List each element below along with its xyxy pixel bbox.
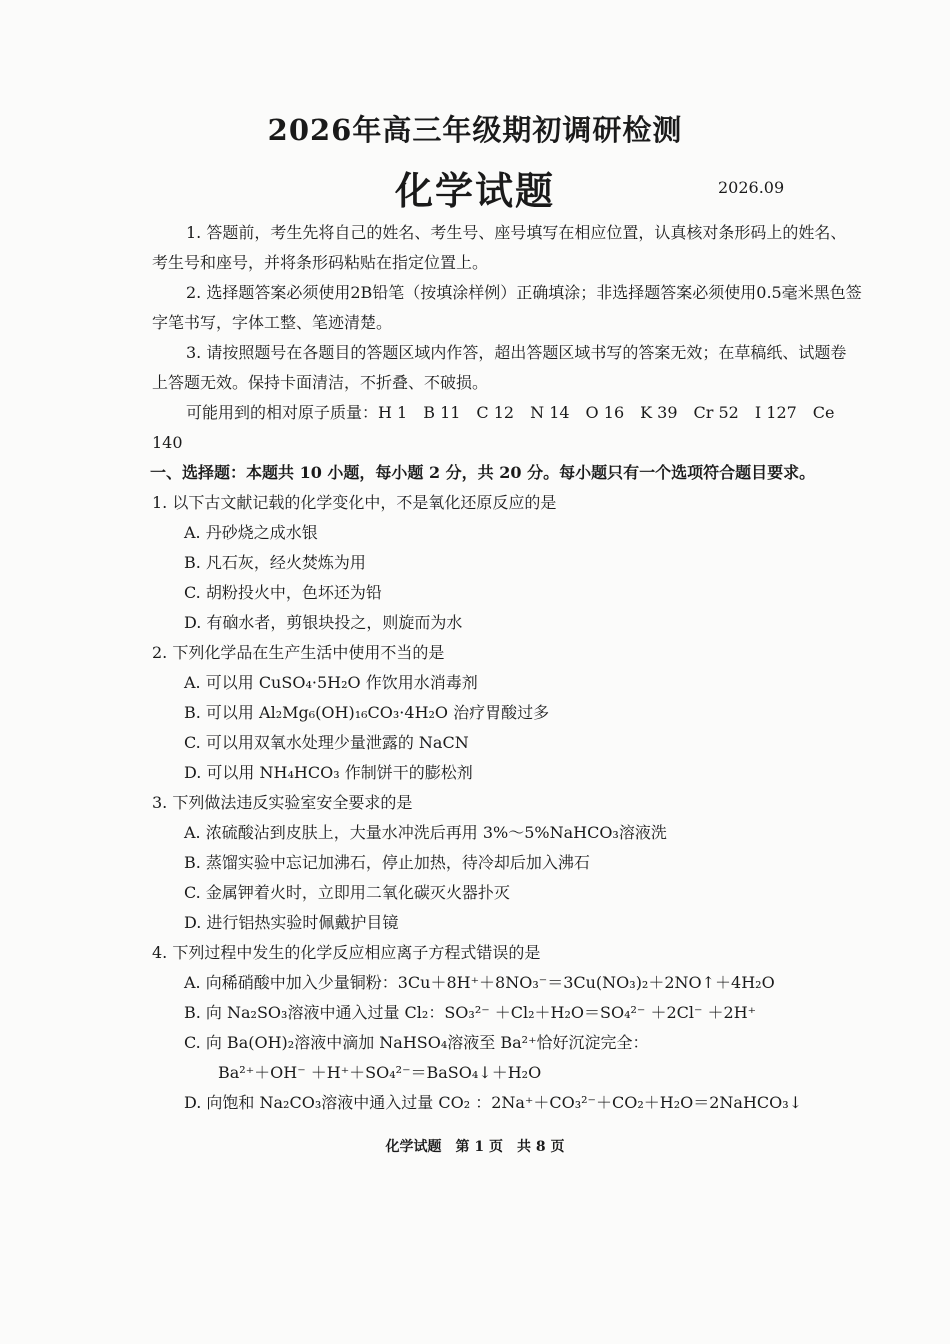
instruction-2: 2. 选择题答案必须使用2B铅笔（按填涂样例）正确填涂；非选择题答案必须使用0.5毫米黑色签字笔书写，字体工整、笔迹清楚。 [152,283,862,332]
question-1-option-b: B. 凡石灰，经火焚炼为用 [184,553,366,572]
question-4-option-d: D. 向饱和 Na₂CO₃溶液中通入过量 CO₂ ：2Na⁺＋CO₃²⁻＋CO₂＋H₂O＝2NaHCO₃↓ [184,1093,803,1112]
question-1-option-a: A. 丹砂烧之成水银 [184,523,318,542]
question-3-option-c: C. 金属钾着火时，立即用二氧化碳灭火器扑灭 [184,883,510,902]
question-4-option-c-equation: Ba²⁺＋OH⁻ ＋H⁺＋SO₄²⁻＝BaSO₄↓＋H₂O [218,1063,542,1082]
question-3-option-b: B. 蒸馏实验中忘记加沸石，停止加热，待冷却后加入沸石 [184,853,590,872]
question-2-option-b: B. 可以用 Al₂Mg₆(OH)₁₆CO₃·4H₂O 治疗胃酸过多 [184,703,550,722]
question-1-stem: 1. 以下古文献记载的化学变化中，不是氧化还原反应的是 [152,493,557,512]
question-3-option-d: D. 进行铝热实验时佩戴护目镜 [184,913,399,932]
question-3-option-a: A. 浓硫酸沾到皮肤上，大量水冲洗后再用 3%～5%NaHCO₃溶液洗 [184,823,667,842]
exam-date: 2026.09 [718,178,785,197]
exam-title: 2026年高三年级期初调研检测 [267,113,683,147]
question-4-option-a: A. 向稀硝酸中加入少量铜粉：3Cu＋8H⁺＋8NO₃⁻＝3Cu(NO₃)₂＋2NO↑＋4H₂O [184,973,775,992]
atomic-masses: 可能用到的相对原子质量：H 1 B 11 C 12 N 14 O 16 K 39 Cr 52 I 127 Ce 140 [152,403,835,452]
exam-body [152,218,862,1118]
page-footer: 化学试题 第 1 页 共 8 页 [385,1139,565,1155]
question-2-option-a: A. 可以用 CuSO₄·5H₂O 作饮用水消毒剂 [184,673,478,692]
section-heading: 一、选择题：本题共 10 小题，每小题 2 分，共 20 分。每小题只有一个选项符合题目要求。 [150,463,816,482]
question-1-option-d: D. 有硇水者，剪银块投之，则旋而为水 [184,613,463,632]
exam-subject: 化学试题 [394,168,555,213]
question-2-option-d: D. 可以用 NH₄HCO₃ 作制饼干的膨松剂 [184,763,473,782]
question-4-stem: 4. 下列过程中发生的化学反应相应离子方程式错误的是 [152,943,541,962]
question-2-stem: 2. 下列化学品在生产生活中使用不当的是 [152,643,445,662]
question-3-stem: 3. 下列做法违反实验室安全要求的是 [152,793,413,812]
instruction-3: 3. 请按照题号在各题目的答题区域内作答，超出答题区域书写的答案无效；在草稿纸、试题卷上答题无效。保持卡面清洁，不折叠、不破损。 [152,343,847,392]
question-2-option-c: C. 可以用双氧水处理少量泄露的 NaCN [184,733,469,752]
question-4-option-c: C. 向 Ba(OH)₂溶液中滴加 NaHSO₄溶液至 Ba²⁺恰好沉淀完全： [184,1033,649,1052]
question-1-option-c: C. 胡粉投火中，色坏还为铅 [184,583,382,602]
instruction-1: 1. 答题前，考生先将自己的姓名、考生号、座号填写在相应位置，认真核对条形码上的姓名、考生号和座号，并将条形码粘贴在指定位置上。 [152,223,847,272]
question-4-option-b: B. 向 Na₂SO₃溶液中通入过量 Cl₂：SO₃²⁻ ＋Cl₂＋H₂O＝SO₄²⁻ ＋2Cl⁻ ＋2H⁺ [184,1003,757,1022]
